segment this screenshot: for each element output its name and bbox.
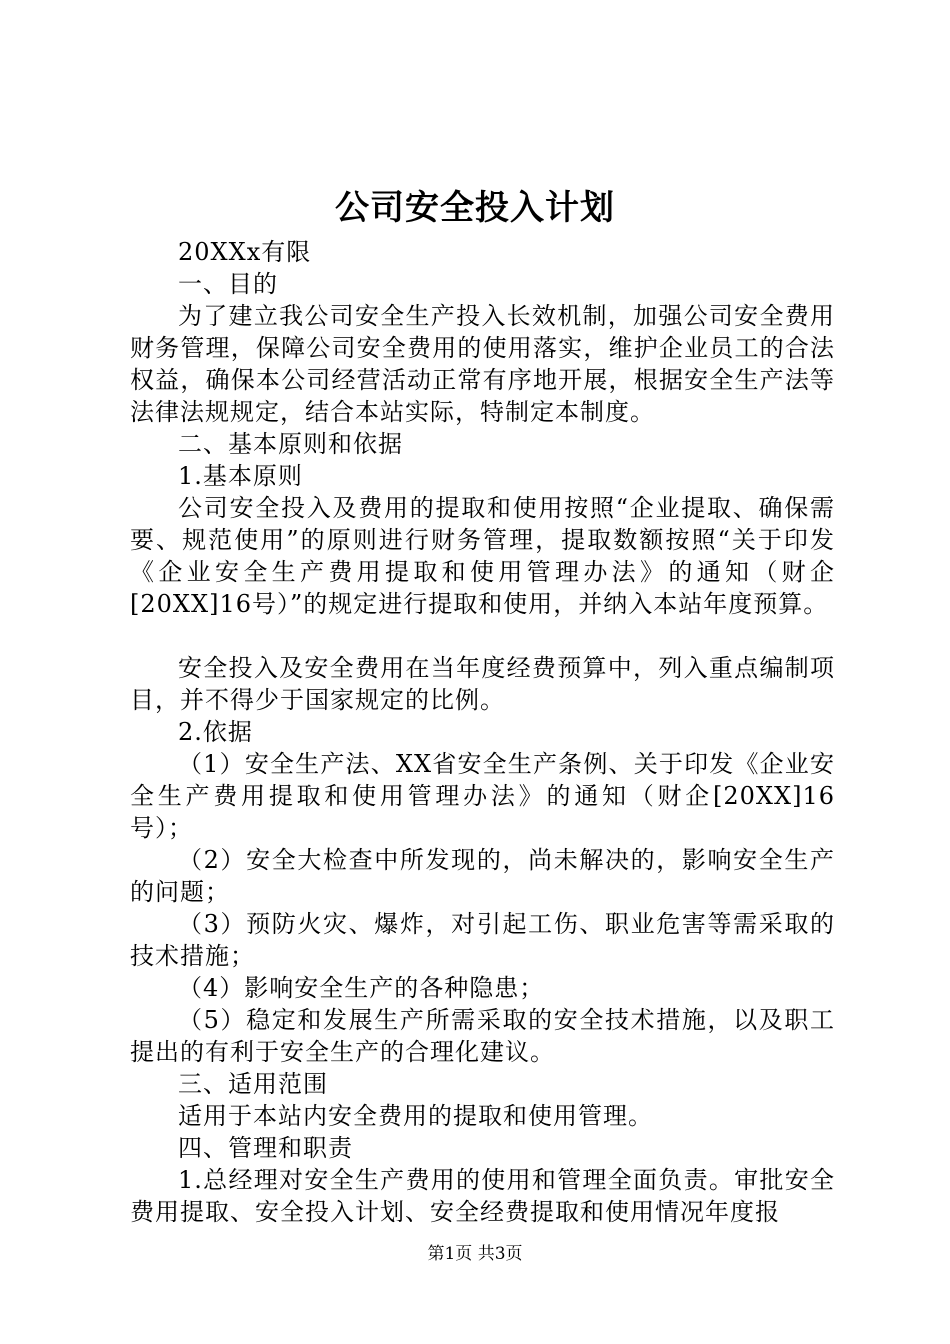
paragraph-budget: 安全投入及安全费用在当年度经费预算中，列入重点编制项目，并不得少于国家规定的比例。 (130, 654, 835, 714)
section-heading-principles: 二、基本原则和依据 (178, 430, 403, 458)
section-heading-responsibilities: 四、管理和职责 (178, 1134, 353, 1162)
subheading-basis: 2.依据 (178, 718, 253, 746)
company-line: 20XXx有限 (178, 238, 312, 266)
document-title: 公司安全投入计划 (335, 188, 615, 228)
list-item-basis-4: （4）影响安全生产的各种隐患； (178, 974, 545, 1002)
paragraph-basic-principles: 公司安全投入及费用的提取和使用按照“企业提取、确保需要、规范使用”的原则进行财务管理，提取数额按照“关于印发《企业安全生产费用提取和使用管理办法》的通知（财企[20XX]16号）”的规定进行提取和使用，并纳入本站年度预算。 (130, 494, 835, 618)
subheading-basic-principles: 1.基本原则 (178, 462, 303, 490)
section-heading-purpose: 一、目的 (178, 270, 278, 298)
paragraph-spacer (130, 620, 835, 652)
document-body (130, 236, 835, 1228)
paragraph-scope: 适用于本站内安全费用的提取和使用管理。 (178, 1102, 653, 1130)
list-item-basis-2: （2）安全大检查中所发现的，尚未解决的，影响安全生产的问题； (130, 846, 835, 906)
paragraph-responsibilities-1: 1.总经理对安全生产费用的使用和管理全面负责。审批安全费用提取、安全投入计划、安全经费提取和使用情况年度报 (130, 1166, 835, 1226)
page-footer: 第1页 共3页 (427, 1244, 523, 1264)
list-item-basis-1: （1）安全生产法、XX省安全生产条例、关于印发《企业安全生产费用提取和使用管理办法》的通知（财企[20XX]16号）； (130, 750, 835, 842)
list-item-basis-3: （3）预防火灾、爆炸，对引起工伤、职业危害等需采取的技术措施； (130, 910, 835, 970)
list-item-basis-5: （5）稳定和发展生产所需采取的安全技术措施，以及职工提出的有利于安全生产的合理化建议。 (130, 1006, 835, 1066)
section-heading-scope: 三、适用范围 (178, 1070, 328, 1098)
paragraph-purpose: 为了建立我公司安全生产投入长效机制，加强公司安全费用财务管理，保障公司安全费用的使用落实，维护企业员工的合法权益，确保本公司经营活动正常有序地开展，根据安全生产法等法律法规规定，结合本站实际，特制定本制度。 (130, 302, 835, 426)
